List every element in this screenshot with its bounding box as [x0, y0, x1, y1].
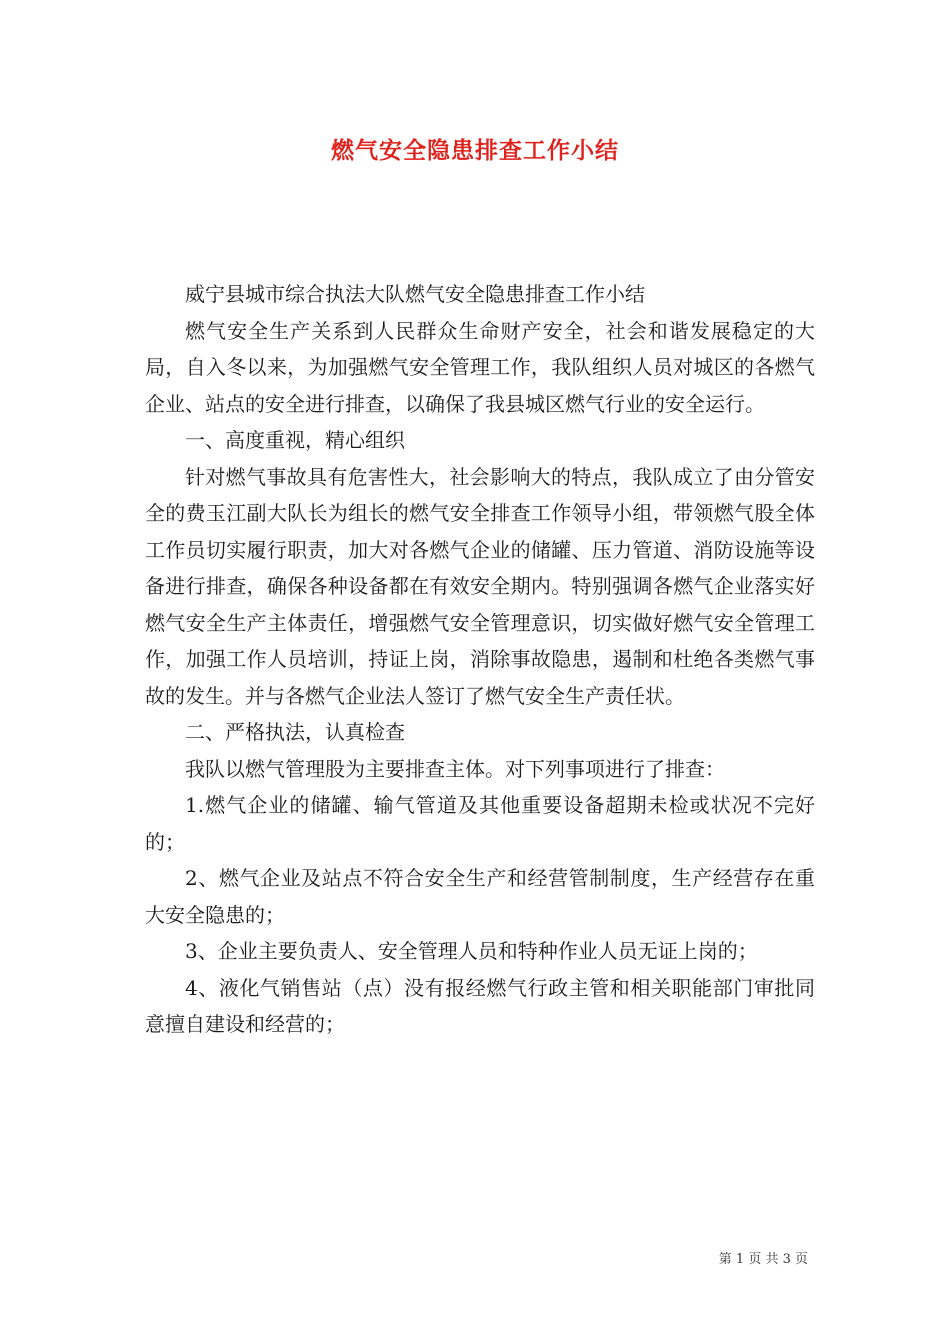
list-item-3: 3、企业主要负责人、安全管理人员和特种作业人员无证上岗的；: [185, 939, 758, 963]
list-item-2: 2、燃气企业及站点不符合安全生产和经营管制制度，生产经营存在重大安全隐患的；: [145, 866, 815, 927]
page-number: 第 1 页 共 3 页: [718, 1252, 808, 1267]
paragraph-section-1: 针对燃气事故具有危害性大，社会影响大的特点，我队成立了由分管安全的费玉江副大队长为组长的燃气安全排查工作领导小组，带领燃气股全体工作员切实履行职责，加大对各燃气企业的储罐、压力管道、消防设施等设备进行排查，确保各种设备都在有效安全期内。特别强调各燃气企业落实好燃气安全生产主体责任，增强燃气安全管理意识，切实做好燃气安全管理工作，加强工作人员培训，持证上岗，消除事故隐患，遏制和杜绝各类燃气事故的发生。并与各燃气企业法人签订了燃气安全生产责任状。: [145, 464, 815, 708]
section-heading-2: 二、严格执法，认真检查: [185, 720, 405, 744]
section-heading-1: 一、高度重视，精心组织: [185, 428, 405, 452]
document-body: [145, 276, 815, 1043]
list-item-1: 1.燃气企业的储罐、输气管道及其他重要设备超期未检或状况不完好的；: [145, 793, 815, 854]
list-item-4: 4、液化气销售站（点）没有报经燃气行政主管和相关职能部门审批同意擅自建设和经营的；: [145, 975, 815, 1036]
paragraph-section-2: 我队以燃气管理股为主要排查主体。对下列事项进行了排查：: [185, 756, 725, 781]
paragraph-heading-unit: 威宁县城市综合执法大队燃气安全隐患排查工作小结: [185, 282, 645, 306]
paragraph-intro: 燃气安全生产关系到人民群众生命财产安全，社会和谐发展稳定的大局，自入冬以来，为加强燃气安全管理工作，我队组织人员对城区的各燃气企业、站点的安全进行排查，以确保了我县城区燃气行业的安全运行。: [145, 318, 815, 416]
page-title: 燃气安全隐患排查工作小结: [331, 138, 619, 164]
